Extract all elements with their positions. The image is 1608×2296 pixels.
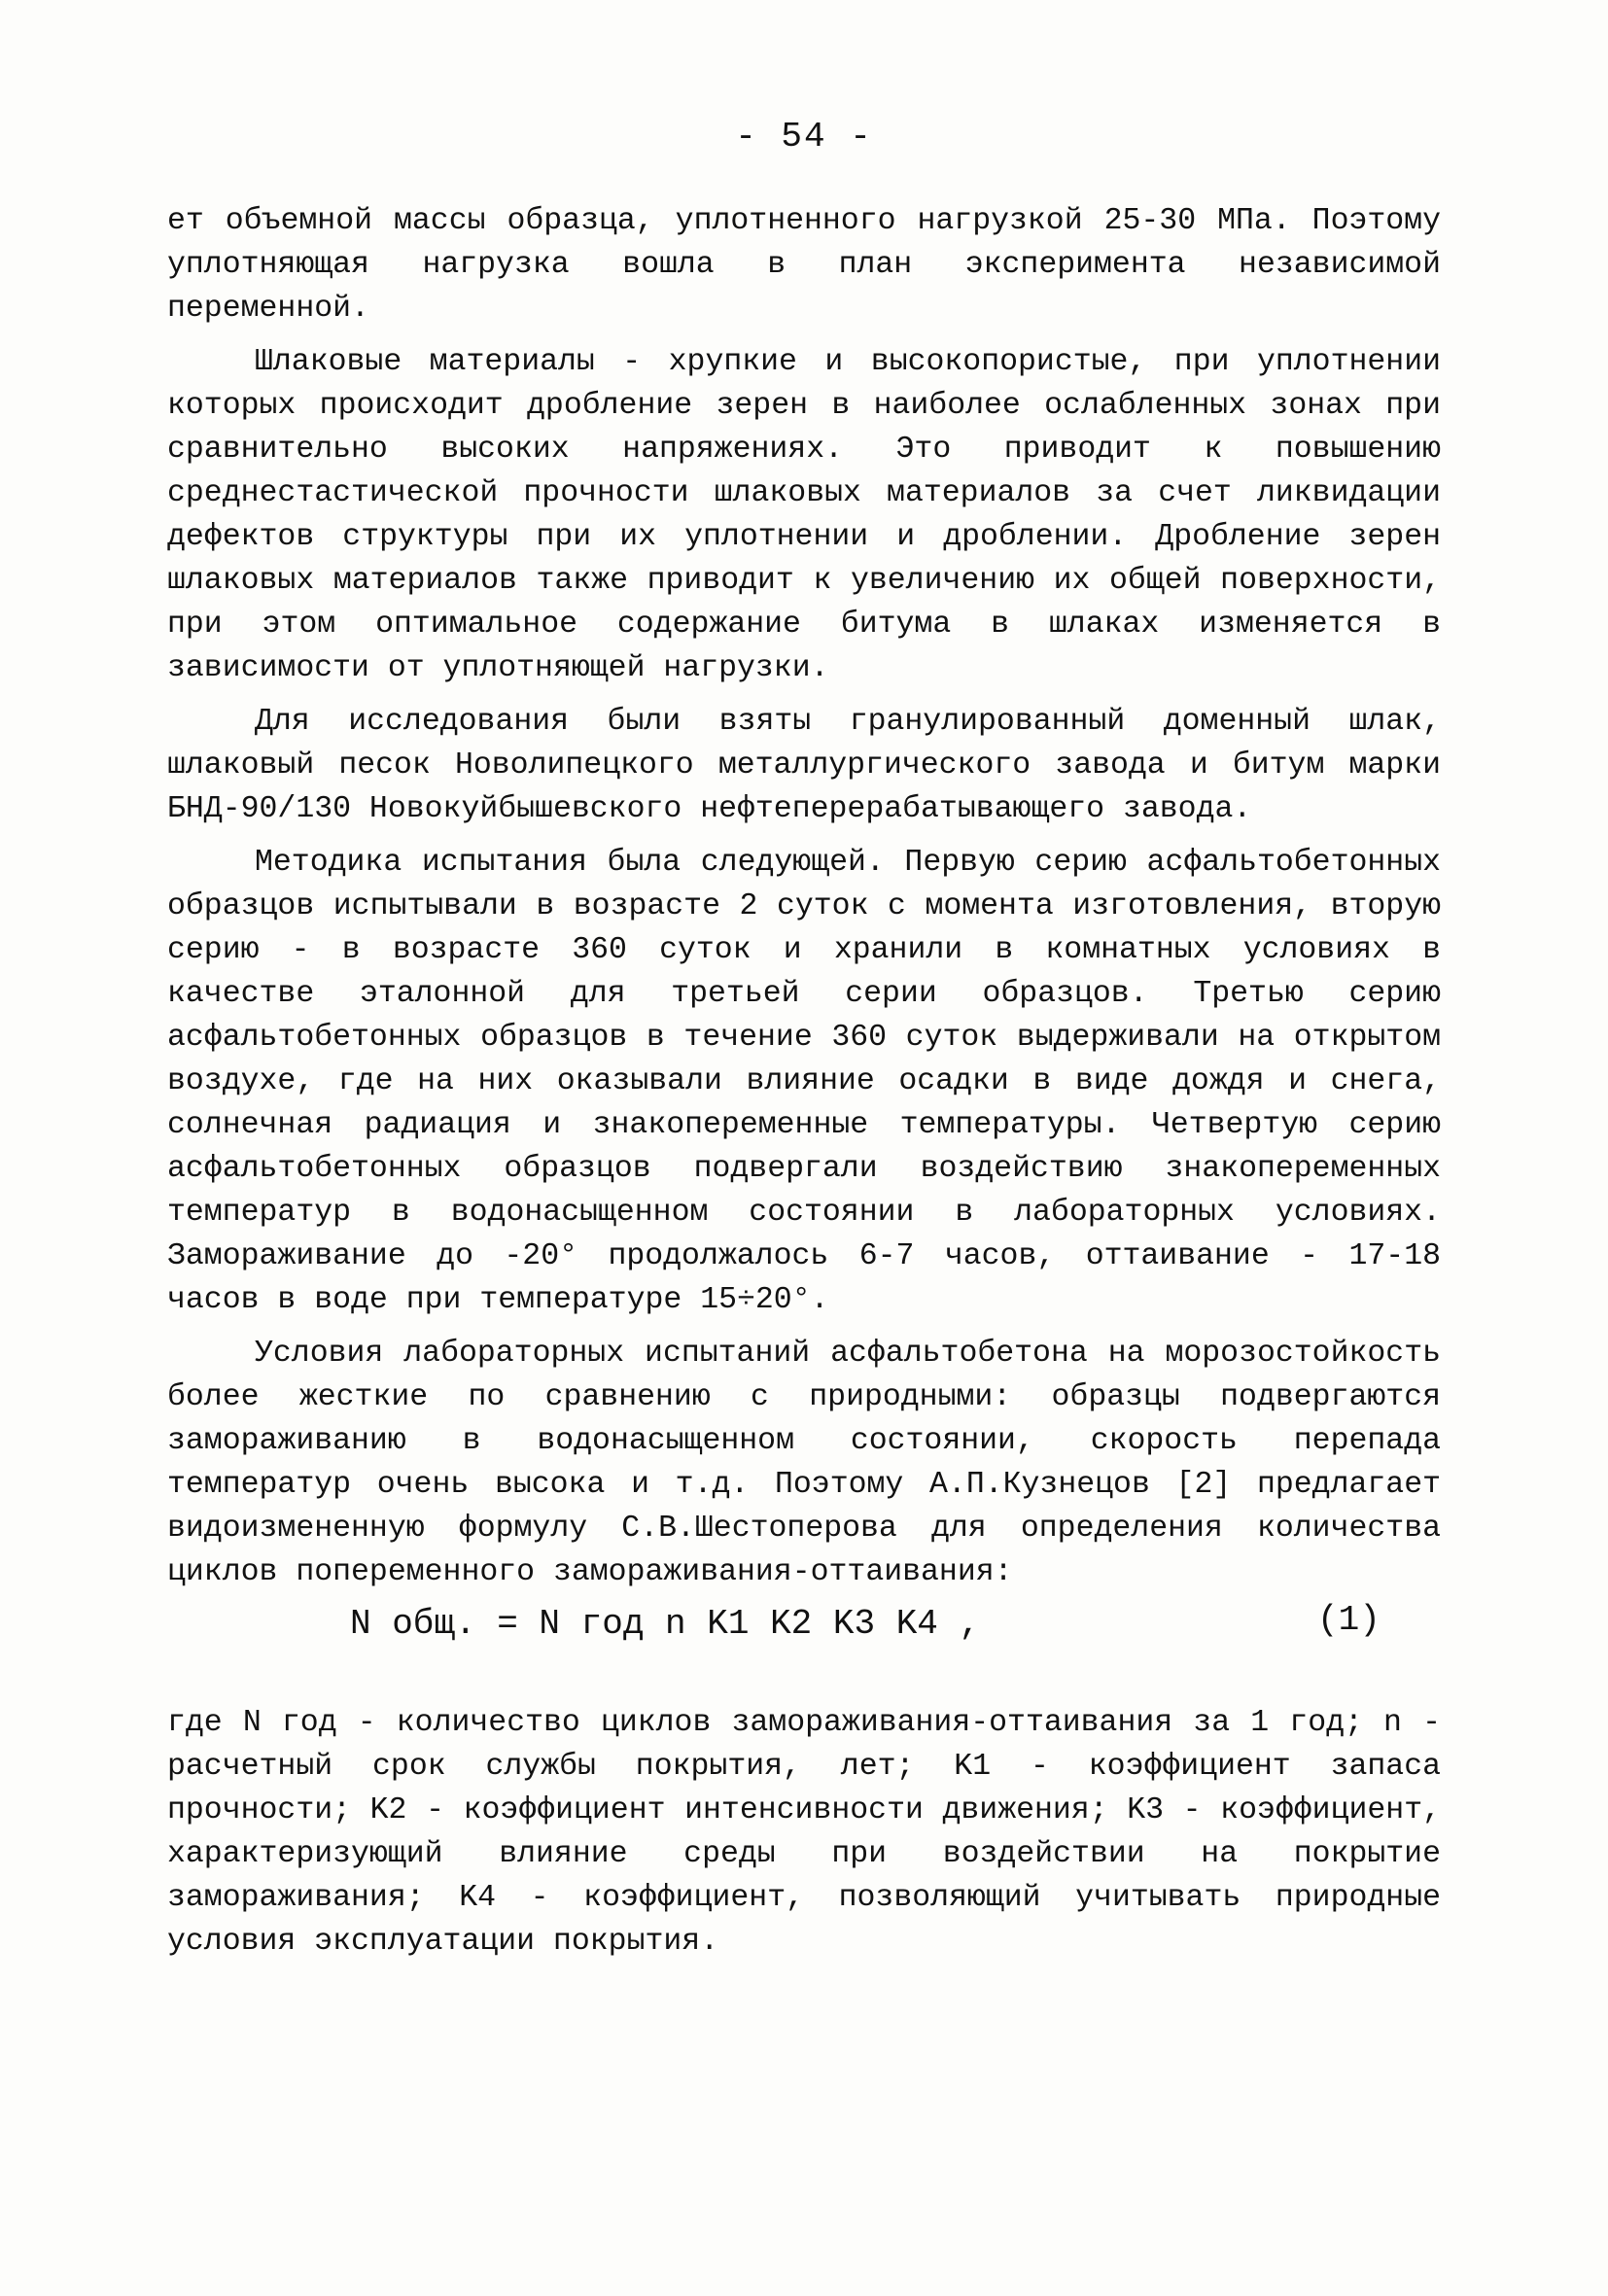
formula-explanation: где N год - количество циклов замораживания-оттаивания за 1 год; n - расчетный срок службы покрытия, лет; K1 - коэффициент запаса прочности; K2 - коэффициент интенсивности движения; K3 - коэффициент, характеризующий влияние среды при воздействии на покрытие замораживания; K4 - коэффициент, позволяющий учитывать природные условия эксплуатации покрытия. — [167, 1706, 1459, 1959]
paragraph-1: ет объемной массы образца, уплотненного нагрузкой 25-30 МПа. Поэтому уплотняющая нагрузка вошла в план эксперимента независимой переменной. — [167, 204, 1459, 326]
paragraph-5: Условия лабораторных испытаний асфальтобетона на морозостойкость более жесткие по сравнению с природными: образцы подвергаются замораживанию в водонасыщенном состоянии, скорость перепада температур очень высока и т.д. Поэтому А.П.Кузнецов [2] предлагает видоизмененную формулу С.В.Шестоперова для определения количества циклов попеременного замораживания-оттаивания: — [167, 1337, 1459, 1589]
formula-block — [0, 1594, 1608, 1672]
paragraph-4: Методика испытания была следующей. Первую серию асфальтобетонных образцов испытывали в возрасте 2 суток с момента изготовления, вторую серию - в возрасте 360 суток и хранили в комнатных условиях в качестве эталонной для третьей серии образцов. Третью серию асфальтобетонных образцов в течение 360 суток выдерживали на открытом воздухе, где на них оказывали влияние осадки в виде дождя и снега, солнечная радиация и знакопеременные температуры. Четвертую серию асфальтобетонных образцов подвергали воздействию знакопеременных температур в водонасыщенном состоянии в лабораторных условиях. Замораживание до -20° продолжалось 6-7 часов, оттаивание - 17-18 часов в воде при температуре 15÷20°. — [167, 846, 1459, 1317]
body-text-lower — [167, 1701, 1459, 1973]
paragraph-3: Для исследования были взяты гранулированный доменный шлак, шлаковый песок Новолипецкого металлургического завода и битум марки БНД-90/130 Новокуйбышевского нефтеперерабатывающего завода. — [167, 705, 1459, 826]
formula-number: (1) — [1317, 1600, 1381, 1640]
formula: N общ. = N год n K1 K2 K3 K4 , — [350, 1604, 981, 1644]
page-number: - 54 - — [735, 117, 873, 157]
paragraph-2: Шлаковые материалы - хрупкие и высокопористые, при уплотнении которых происходит дробление зерен в наиболее ослабленных зонах при сравнительно высоких напряжениях. Это приводит к повышению среднестастической прочности шлаковых материалов за счет ликвидации дефектов структуры при их уплотнении и дроблении. Дробление зерен шлаковых материалов также приводит к увеличению их общей поверхности, при этом оптимальное содержание битума в шлаках изменяется в зависимости от уплотняющей нагрузки. — [167, 345, 1459, 685]
body-text-upper — [167, 199, 1459, 1604]
